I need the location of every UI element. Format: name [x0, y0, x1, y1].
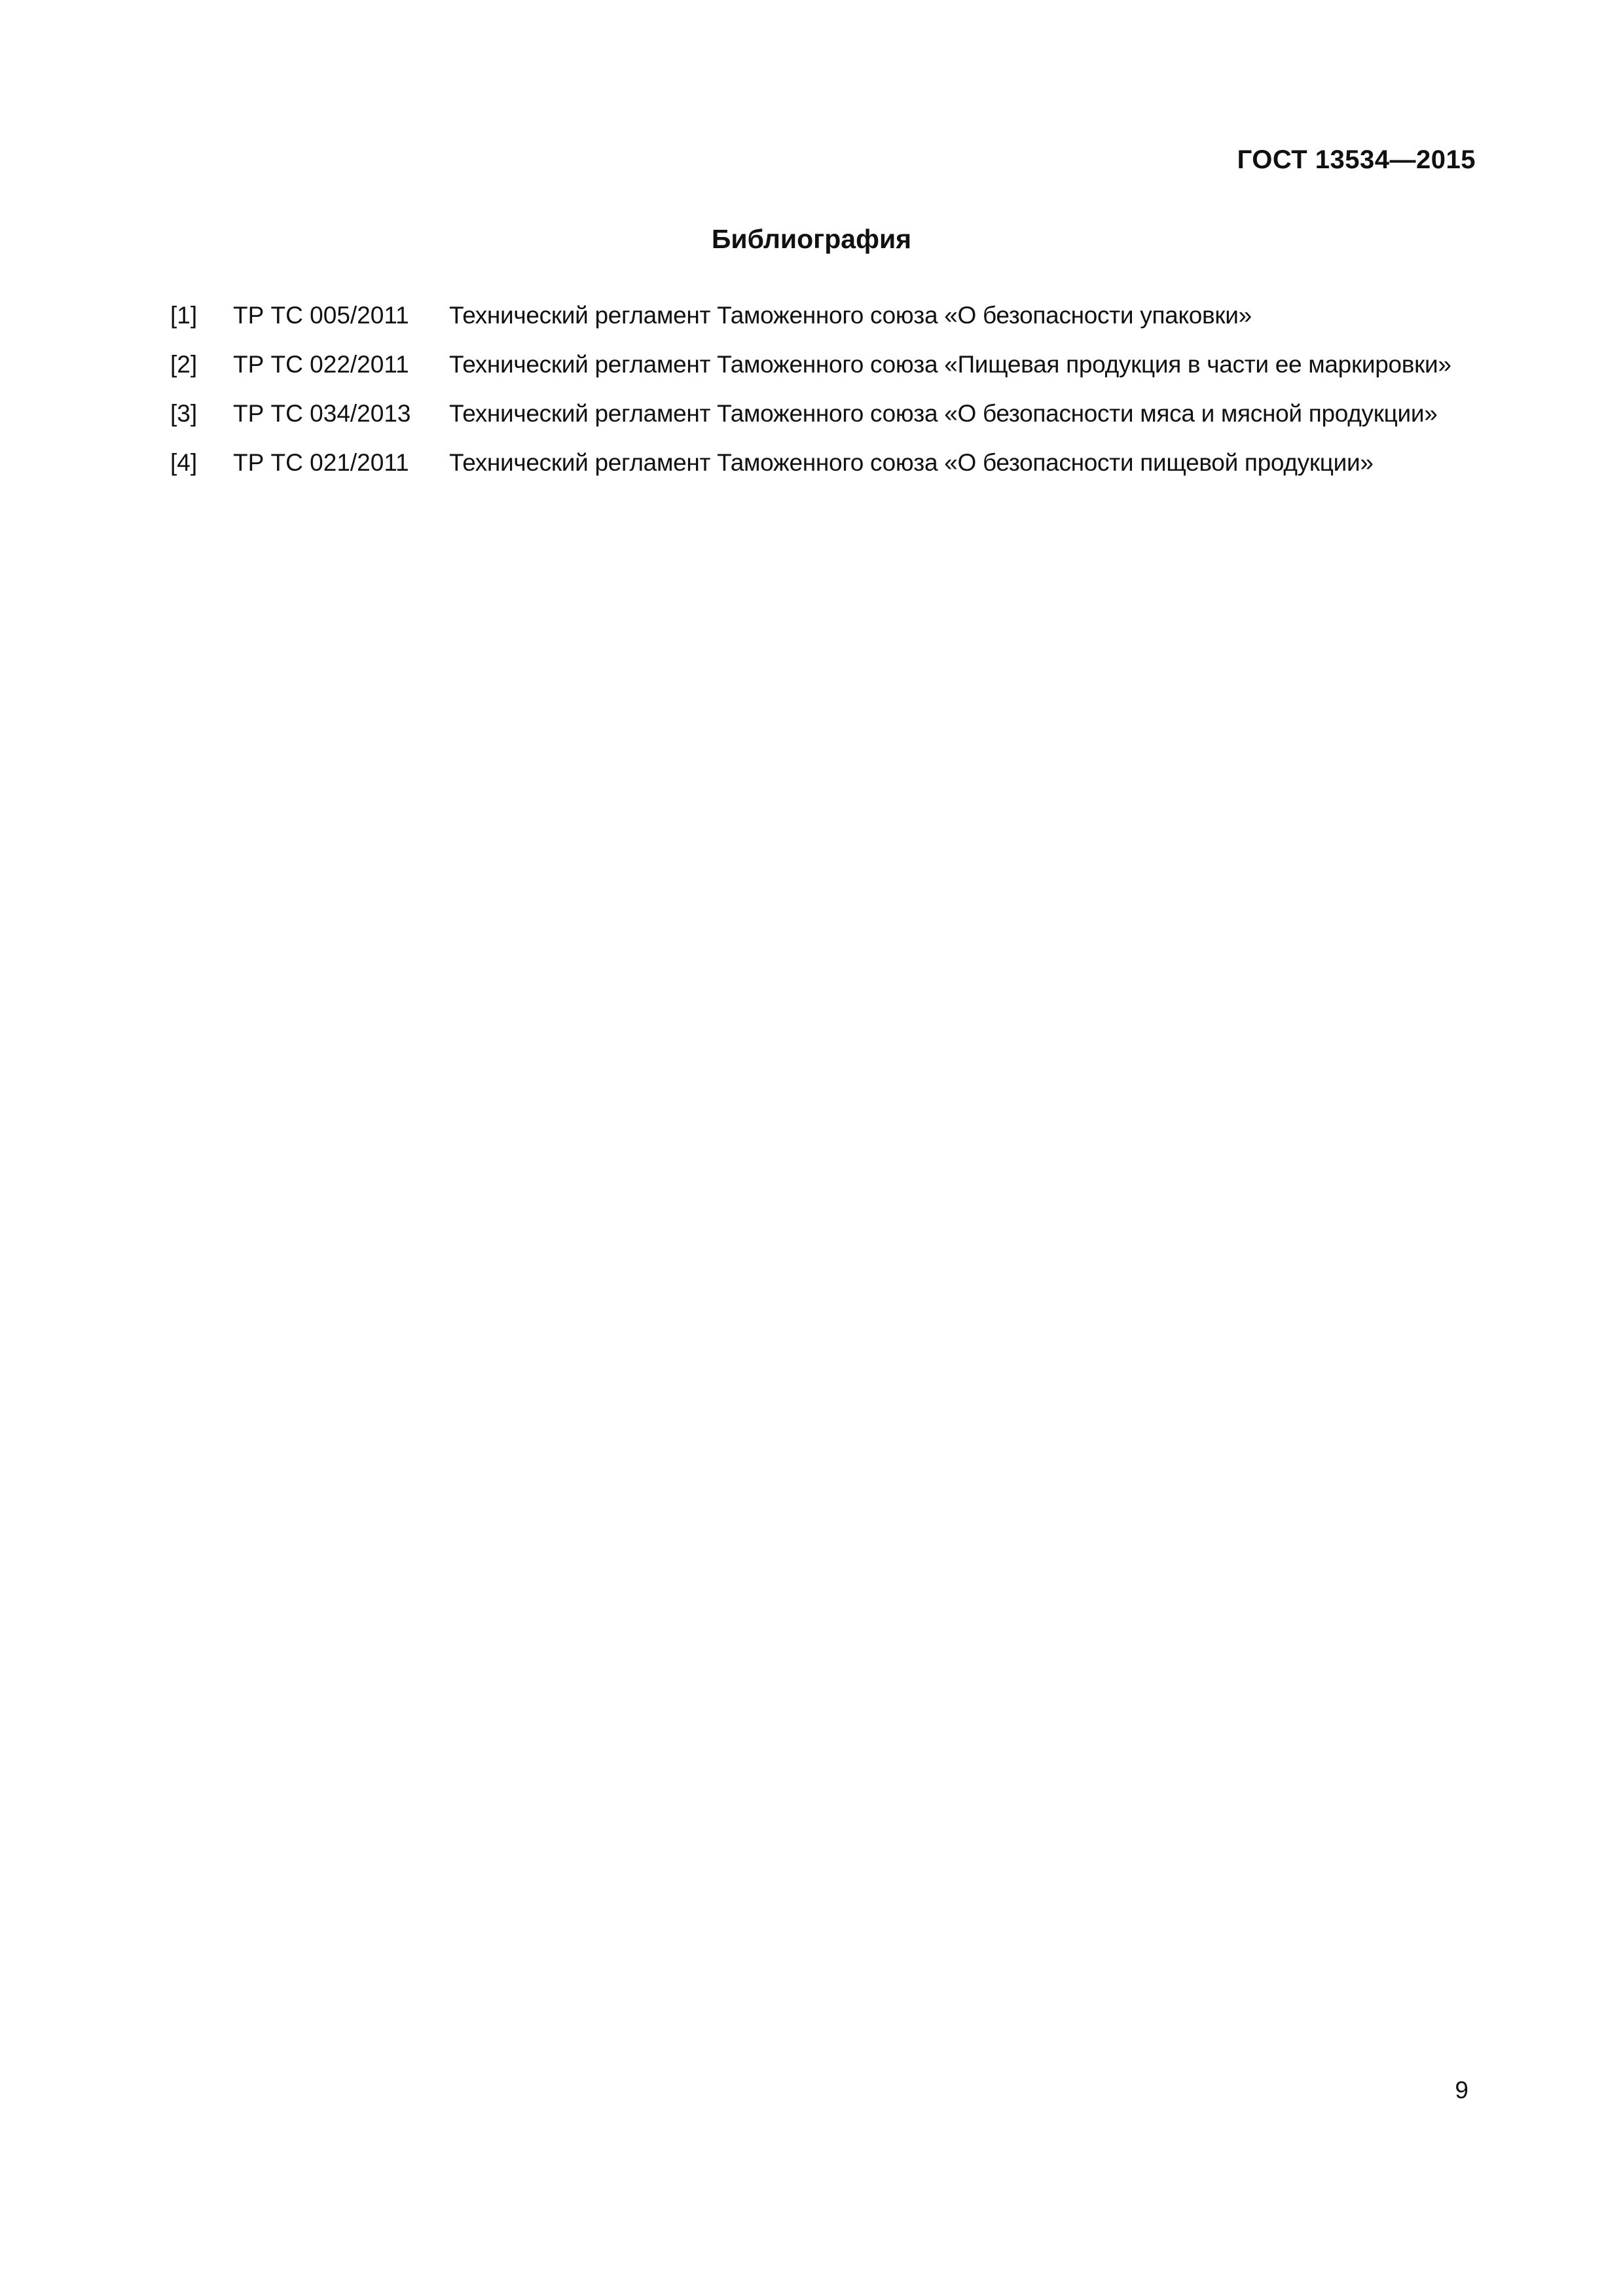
bibliography-item: [170, 398, 1480, 447]
bibliography-item-title: Технический регламент Таможенного союза «О безопасности мяса и мясной продукции»: [449, 400, 1438, 427]
bibliography-item-title: Технический регламент Таможенного союза «О безопасности упаковки»: [449, 302, 1252, 329]
bibliography-list: [170, 300, 1480, 496]
bibliography-item-title: Технический регламент Таможенного союза «О безопасности пищевой продукции»: [449, 449, 1374, 476]
bibliography-item-code: ТР ТС 005/2011: [233, 302, 409, 329]
bibliography-item-number: [3]: [170, 400, 198, 427]
bibliography-item-code: ТР ТС 021/2011: [233, 449, 409, 476]
bibliography-item-code: ТР ТС 034/2013: [233, 400, 411, 427]
section-title: Библиография: [711, 224, 912, 254]
bibliography-item-number: [2]: [170, 351, 198, 378]
bibliography-item: [170, 300, 1480, 349]
bibliography-item-code: ТР ТС 022/2011: [233, 351, 409, 378]
standard-designation: ГОСТ 13534—2015: [1237, 145, 1476, 174]
bibliography-item: [170, 349, 1480, 398]
bibliography-item-number: [1]: [170, 302, 198, 329]
bibliography-item: [170, 447, 1480, 496]
page-number: 9: [1455, 2077, 1468, 2104]
bibliography-item-title: Технический регламент Таможенного союза «Пищевая продукция в части ее маркировки»: [449, 351, 1451, 378]
bibliography-item-number: [4]: [170, 449, 198, 476]
